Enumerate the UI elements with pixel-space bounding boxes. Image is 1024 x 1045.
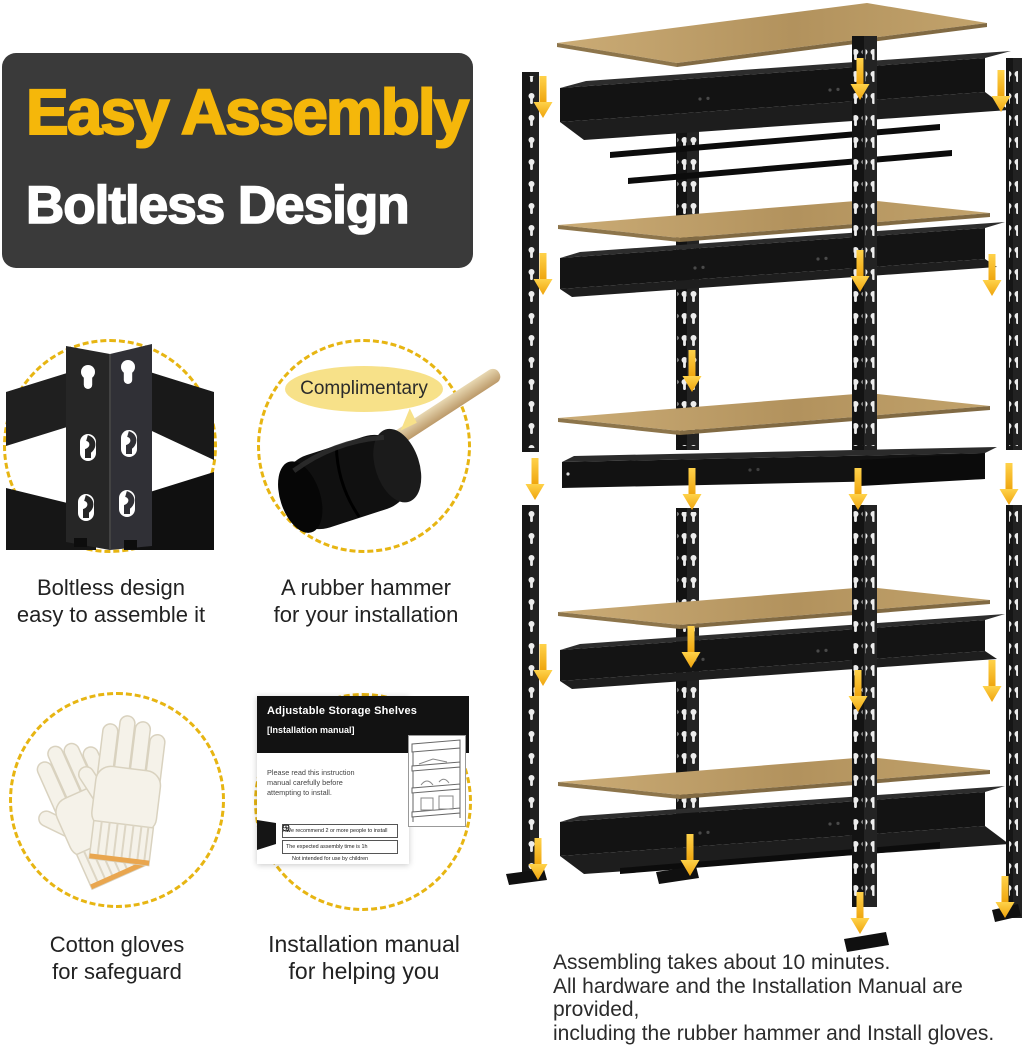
caption-boltless: Boltless design easy to assemble it (0, 574, 222, 628)
shelf-frame-3 (560, 614, 1005, 689)
shelf-feet (506, 866, 1021, 952)
down-arrow-icon (983, 660, 1002, 702)
shelf-frame-1 (560, 51, 1011, 184)
side-beam (562, 447, 997, 488)
manual-shelf-sketch (408, 735, 466, 827)
manual-corner-wedge (257, 820, 276, 850)
manual-notes (282, 824, 398, 862)
headline-banner (2, 53, 473, 268)
assembly-note-line: All hardware and the Installation Manual are provided, (553, 975, 1021, 1022)
manual-subtitle: [Installation manual] (267, 725, 461, 735)
caption-manual: Installation manual for helping you (247, 931, 481, 985)
feature-circle-boltless (3, 339, 217, 553)
boltless-corner-icon (6, 342, 214, 550)
wood-board-3 (558, 393, 990, 435)
cotton-gloves-icon (12, 695, 222, 905)
complimentary-bubble (285, 366, 443, 412)
assembly-note-line: including the rubber hammer and Install gloves. (553, 1022, 1021, 1045)
down-arrow-icon (526, 458, 545, 500)
shelf-frame-4 (560, 786, 1009, 874)
manual-note-row: Not intended for use by children (292, 856, 398, 862)
installation-manual-document (257, 696, 409, 864)
bubble-label: Complimentary (300, 378, 428, 400)
caption-gloves: Cotton gloves for safeguard (3, 931, 231, 985)
feature-circle-gloves (9, 692, 225, 908)
manual-title: Adjustable Storage Shelves (267, 705, 461, 717)
feature-circle-manual (254, 693, 472, 911)
manual-note-row: We recommend 2 or more people to install (282, 824, 398, 838)
shelf-exploded-view (500, 0, 1024, 960)
down-arrow-icon (1000, 463, 1019, 505)
caption-hammer: A rubber hammer for your installation (253, 574, 479, 628)
manual-note-row: The expected assembly time is 1h (282, 840, 398, 854)
clock-icon (282, 824, 290, 832)
assembly-note-line: Assembling takes about 10 minutes. (553, 951, 1021, 975)
banner-title: Easy Assembly (26, 75, 467, 149)
banner-subtitle: Boltless Design (26, 175, 409, 236)
manual-body-text: Please read this instruction manual carefully before attempting to install. (267, 768, 359, 798)
assembly-note (553, 951, 1021, 1045)
